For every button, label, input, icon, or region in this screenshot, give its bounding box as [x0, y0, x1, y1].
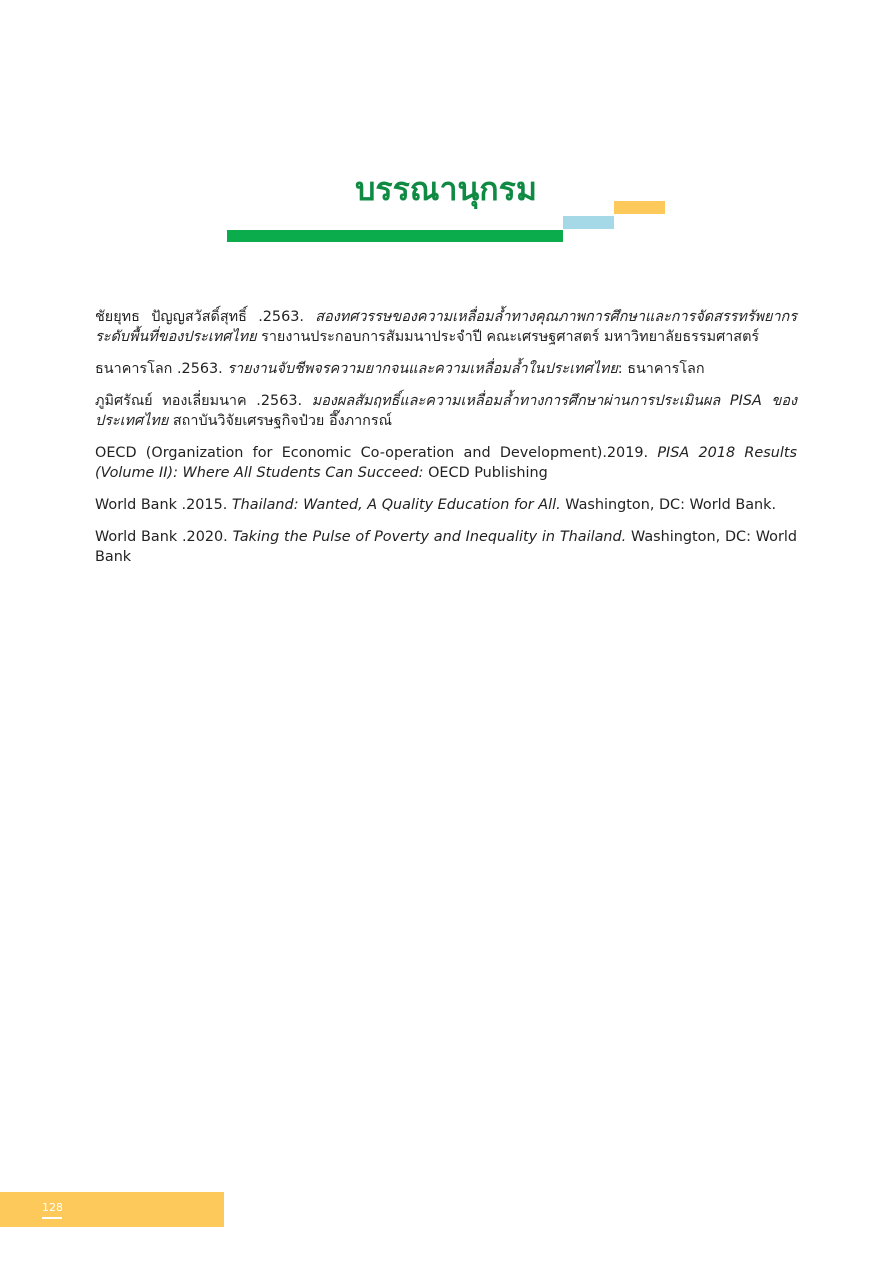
reference-item — [95, 359, 797, 379]
reference-item — [95, 307, 797, 347]
reference-title: PISA 2018 Results (Volume II): Where All Students Can Succeed: — [95, 445, 797, 481]
footer-page-band — [0, 1192, 224, 1227]
reference-title: สองทศวรรษของความเหลื่อมล้ำทางคุณภาพการศึกษาและการจัดสรรทรัพยากรระดับพื้นที่ของประเทศไทย — [95, 309, 797, 345]
title-underline-green-bar — [227, 230, 563, 242]
reference-item — [95, 443, 797, 483]
reference-source: OECD Publishing — [423, 465, 548, 481]
reference-item — [95, 391, 797, 431]
reference-author-year: ธนาคารโลก .2563. — [95, 361, 228, 377]
reference-author-year: ชัยยุทธ ปัญญสวัสดิ์สุทธิ์ .2563. — [95, 309, 316, 325]
reference-title: Thailand: Wanted, A Quality Education for All. — [231, 497, 561, 513]
reference-source: Washington, DC: World Bank. — [560, 497, 777, 513]
reference-title: รายงานจับชีพจรความยากจนและความเหลื่อมล้ำในประเทศไทย — [227, 361, 618, 377]
reference-author-year: OECD (Organization for Economic Co-operation and Development).2019. — [95, 445, 658, 461]
reference-item — [95, 527, 797, 567]
reference-source: สถาบันวิจัยเศรษฐกิจป๋วย อึ๊งภากรณ์ — [168, 413, 392, 429]
reference-author-year: World Bank .2015. — [95, 497, 232, 513]
page-number-underline — [42, 1217, 62, 1219]
page-title: บรรณานุกรม — [355, 170, 537, 208]
page-number: 128 — [42, 1201, 63, 1214]
reference-source: รายงานประกอบการสัมมนาประจำปี คณะเศรษฐศาสตร์ มหาวิทยาลัยธรรมศาสตร์ — [256, 329, 760, 345]
title-accent-blue-bar — [563, 216, 614, 229]
reference-author-year: ภูมิศรัณย์ ทองเลี่ยมนาค .2563. — [95, 393, 312, 409]
title-accent-yellow-bar — [614, 201, 665, 214]
reference-title: Taking the Pulse of Poverty and Inequality in Thailand. — [232, 529, 627, 545]
reference-source: Washington, DC: World Bank — [95, 529, 797, 565]
reference-title: มองผลสัมฤทธิ์และความเหลื่อมล้ำทางการศึกษาผ่านการประเมินผล PISA ของประเทศไทย — [95, 393, 797, 429]
reference-list — [95, 307, 797, 579]
reference-author-year: World Bank .2020. — [95, 529, 233, 545]
reference-item — [95, 495, 797, 515]
reference-source: : ธนาคารโลก — [617, 361, 705, 377]
